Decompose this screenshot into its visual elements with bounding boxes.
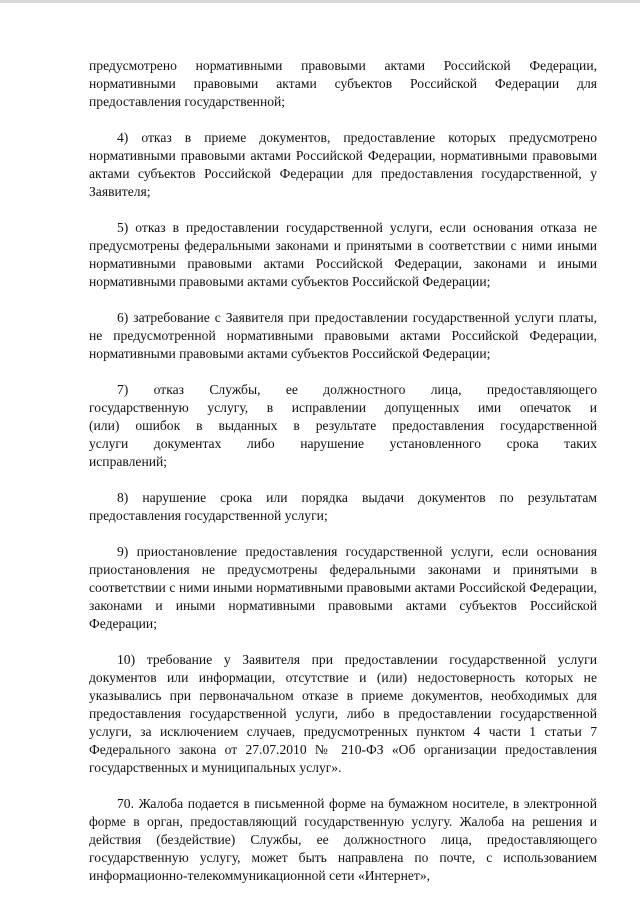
paragraph-item-4: 4) отказ в приеме документов, предоставление которых предусмотрено нормативными правовыми актами Российской Федерации, нормативными правовыми актами субъектов Российской Федерации для предоставления государственной, у Заявителя; bbox=[89, 130, 597, 199]
paragraph-continuation: предусмотрено нормативными правовыми актами Российской Федерации, нормативными правовыми актами субъектов Российской Федерации для предоставления государственной; bbox=[89, 58, 597, 109]
paragraph-item-7: 7) отказ Службы, ее должностного лица, предоставляющего государственную услугу, в исправлении допущенных ими опечаток и (или) ошибок в выданных в результате предоставления государственной услуги документах либо нарушение установленного срока таких исправлений; bbox=[89, 382, 597, 469]
document-body bbox=[89, 57, 597, 903]
page-top-edge bbox=[0, 0, 640, 3]
paragraph-item-10: 10) требование у Заявителя при предоставлении государственной услуги документов или информации, отсутствие и (или) недостоверность которых не указывались при первоначальном отказе в приеме документов, необходимых для предоставления государственной услуги, либо в предоставлении государственной услуги, за исключением случаев, предусмотренных пунктом 4 части 1 статьи 7 Федерального закона от 27.07.2010 № 210-ФЗ «Об организации предоставления государственных и муниципальных услуг». bbox=[89, 652, 597, 775]
paragraph-item-6: 6) затребование с Заявителя при предоставлении государственной услуги платы, не предусмотренной нормативными правовыми актами Российской Федерации, нормативными правовыми актами субъектов Российской Федерации; bbox=[89, 310, 597, 361]
paragraph-item-9: 9) приостановление предоставления государственной услуги, если основания приостановления не предусмотрены федеральными законами и принятыми в соответствии с ними иными нормативными правовыми актами Российской Федерации, законами и иными нормативными правовыми актами субъектов Российской Федерации; bbox=[89, 544, 597, 631]
paragraph-item-5: 5) отказ в предоставлении государственной услуги, если основания отказа не предусмотрены федеральными законами и принятыми в соответствии с ними иными нормативными правовыми актами Российской Федерации, законами и иными нормативными правовыми актами субъектов Российской Федерации; bbox=[89, 220, 597, 289]
paragraph-item-8: 8) нарушение срока или порядка выдачи документов по результатам предоставления государственной услуги; bbox=[89, 490, 597, 523]
paragraph-clause-70: 70. Жалоба подается в письменной форме на бумажном носителе, в электронной форме в орган, предоставляющий государственную услугу. Жалоба на решения и действия (бездействие) Службы, ее должностного лица, предоставляющего государственную услугу, может быть направлена по почте, с использованием информационно-телекоммуникационной сети «Интернет», bbox=[89, 796, 597, 883]
